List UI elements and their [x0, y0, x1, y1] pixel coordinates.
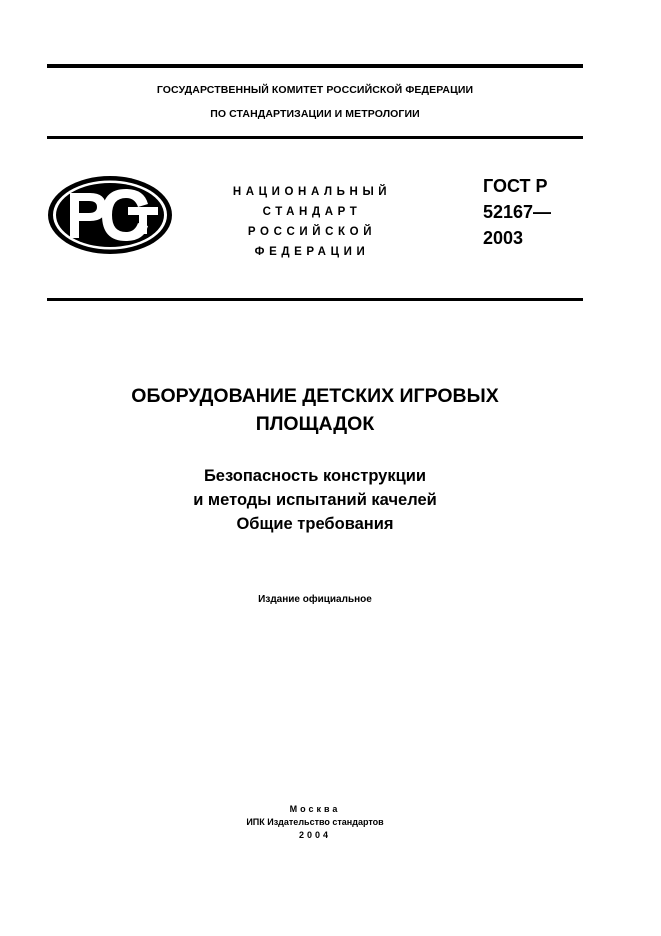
publisher-name: ИПК Издательство стандартов — [246, 817, 384, 827]
document-subtitle-line-2: и методы испытаний качелей — [193, 491, 437, 509]
committee-line-2: ПО СТАНДАРТИЗАЦИИ И МЕТРОЛОГИИ — [210, 108, 420, 120]
committee-line-1: ГОСУДАРСТВЕННЫЙ КОМИТЕТ РОССИЙСКОЙ ФЕДЕРАЦИИ — [156, 84, 474, 96]
gost-r-logo-icon — [46, 174, 174, 256]
top-rule — [47, 64, 583, 68]
standard-type-line-1: НАЦИОНАЛЬНЫЙ — [232, 186, 392, 198]
publisher-city: Москва — [289, 804, 341, 814]
document-subtitle-line-1: Безопасность конструкции — [203, 467, 427, 485]
standard-type-line-4: ФЕДЕРАЦИИ — [254, 246, 370, 258]
document-title-line-1: ОБОРУДОВАНИЕ ДЕТСКИХ ИГРОВЫХ — [131, 385, 499, 407]
designation-line-1: ГОСТ Р — [483, 176, 548, 196]
publisher-year: 2004 — [298, 830, 332, 840]
edition-label: Издание официальное — [258, 594, 372, 605]
designation-line-2: 52167— — [483, 202, 552, 222]
designation-line-3: 2003 — [483, 228, 524, 248]
standard-type-line-3: РОССИЙСКОЙ — [247, 226, 377, 238]
standard-type-line-2: СТАНДАРТ — [262, 206, 362, 218]
document-title-line-2: ПЛОЩАДОК — [255, 413, 375, 435]
document-subtitle-line-3: Общие требования — [236, 515, 394, 533]
committee-rule — [47, 136, 583, 139]
header-rule — [47, 298, 583, 301]
